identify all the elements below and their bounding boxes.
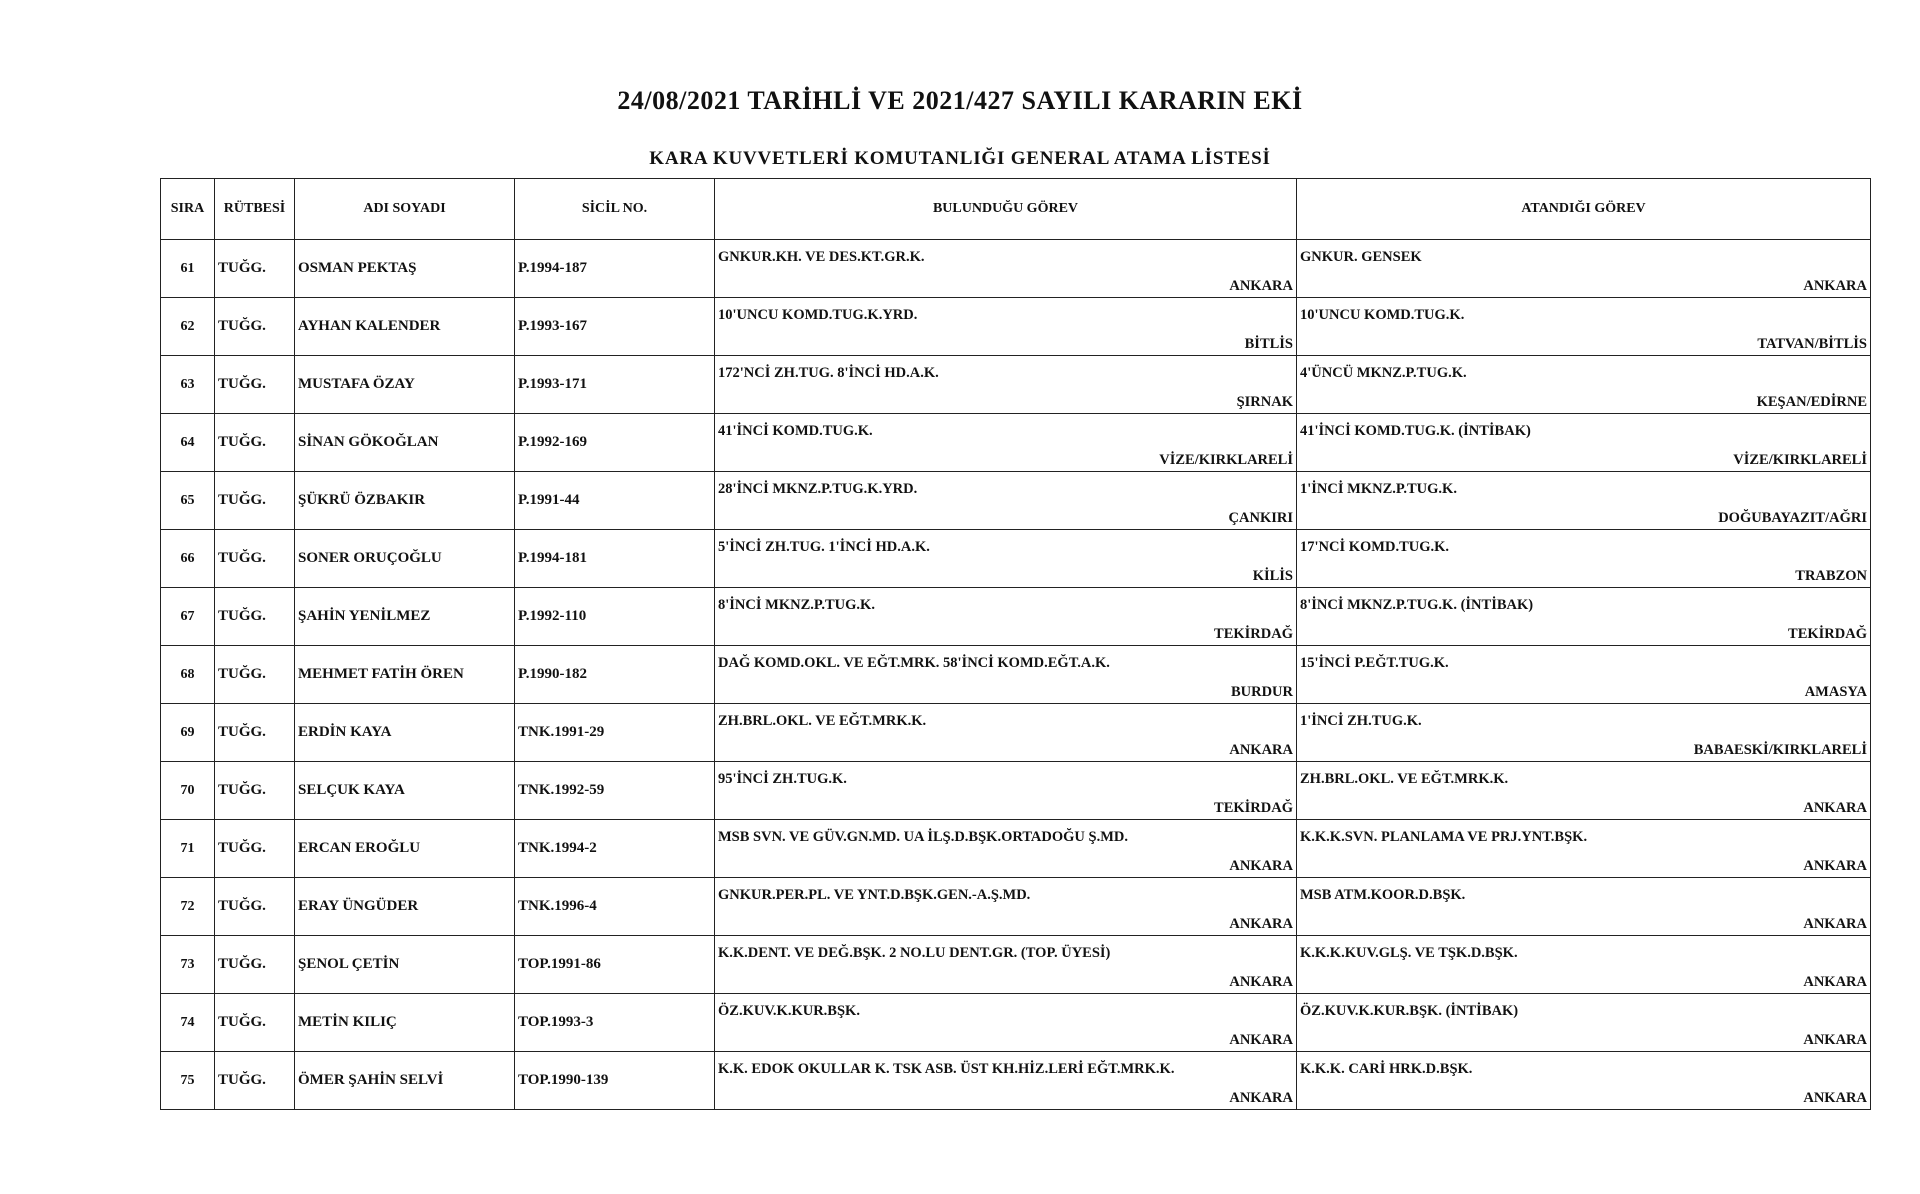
cell-atandigi bbox=[1297, 240, 1871, 298]
table-row bbox=[161, 762, 1871, 820]
bulundugu-city: ANKARA bbox=[1229, 742, 1293, 758]
cell-ad: SONER ORUÇOĞLU bbox=[295, 530, 515, 588]
cell-atandigi bbox=[1297, 820, 1871, 878]
cell-sicil: TNK.1996-4 bbox=[515, 878, 715, 936]
cell-sicil: P.1990-182 bbox=[515, 646, 715, 704]
bulundugu-gorev: 95'İNCİ ZH.TUG.K. bbox=[718, 771, 847, 787]
cell-rutbe: TUĞG. bbox=[215, 994, 295, 1052]
cell-atandigi bbox=[1297, 298, 1871, 356]
header-sira: SIRA bbox=[161, 179, 215, 240]
cell-atandigi bbox=[1297, 530, 1871, 588]
table-row bbox=[161, 588, 1871, 646]
cell-rutbe: TUĞG. bbox=[215, 240, 295, 298]
cell-bulundugu bbox=[715, 1052, 1297, 1110]
cell-sira: 66 bbox=[161, 530, 215, 588]
cell-rutbe: TUĞG. bbox=[215, 704, 295, 762]
atandigi-gorev: 1'İNCİ MKNZ.P.TUG.K. bbox=[1300, 481, 1457, 497]
cell-rutbe: TUĞG. bbox=[215, 878, 295, 936]
bulundugu-city: ANKARA bbox=[1229, 278, 1293, 294]
cell-sicil: TOP.1991-86 bbox=[515, 936, 715, 994]
table-row bbox=[161, 298, 1871, 356]
bulundugu-city: BİTLİS bbox=[1244, 336, 1293, 352]
cell-ad: OSMAN PEKTAŞ bbox=[295, 240, 515, 298]
header-ad: ADI SOYADI bbox=[295, 179, 515, 240]
table-row bbox=[161, 878, 1871, 936]
bulundugu-city: ŞIRNAK bbox=[1236, 394, 1293, 410]
bulundugu-gorev: GNKUR.KH. VE DES.KT.GR.K. bbox=[718, 249, 925, 265]
cell-ad: AYHAN KALENDER bbox=[295, 298, 515, 356]
cell-atandigi bbox=[1297, 472, 1871, 530]
cell-ad: ŞAHİN YENİLMEZ bbox=[295, 588, 515, 646]
cell-ad: MUSTAFA ÖZAY bbox=[295, 356, 515, 414]
atandigi-city: TATVAN/BİTLİS bbox=[1757, 336, 1867, 352]
atandigi-city: TEKİRDAĞ bbox=[1788, 626, 1867, 642]
cell-sira: 62 bbox=[161, 298, 215, 356]
atandigi-gorev: K.K.K.SVN. PLANLAMA VE PRJ.YNT.BŞK. bbox=[1300, 829, 1588, 845]
bulundugu-gorev: K.K. EDOK OKULLAR K. TSK ASB. ÜST KH.HİZ.LERİ EĞT.MRK.K. bbox=[718, 1061, 1175, 1077]
table-row bbox=[161, 994, 1871, 1052]
bulundugu-city: TEKİRDAĞ bbox=[1214, 800, 1293, 816]
cell-bulundugu bbox=[715, 704, 1297, 762]
cell-sira: 68 bbox=[161, 646, 215, 704]
table-row bbox=[161, 472, 1871, 530]
atandigi-gorev: 10'UNCU KOMD.TUG.K. bbox=[1300, 307, 1465, 323]
bulundugu-gorev: 8'İNCİ MKNZ.P.TUG.K. bbox=[718, 597, 875, 613]
cell-sira: 75 bbox=[161, 1052, 215, 1110]
atandigi-city: BABAESKİ/KIRKLARELİ bbox=[1693, 742, 1867, 758]
header-atandigi: ATANDIĞI GÖREV bbox=[1297, 179, 1871, 240]
cell-ad: SİNAN GÖKOĞLAN bbox=[295, 414, 515, 472]
cell-sicil: TOP.1990-139 bbox=[515, 1052, 715, 1110]
header-bulundugu: BULUNDUĞU GÖREV bbox=[715, 179, 1297, 240]
atandigi-gorev: GNKUR. GENSEK bbox=[1300, 249, 1422, 265]
cell-bulundugu bbox=[715, 646, 1297, 704]
table-row bbox=[161, 240, 1871, 298]
cell-sira: 61 bbox=[161, 240, 215, 298]
cell-bulundugu bbox=[715, 356, 1297, 414]
bulundugu-city: ANKARA bbox=[1229, 1032, 1293, 1048]
atandigi-city: ANKARA bbox=[1803, 800, 1867, 816]
cell-sicil: P.1994-181 bbox=[515, 530, 715, 588]
cell-rutbe: TUĞG. bbox=[215, 646, 295, 704]
bulundugu-city: ANKARA bbox=[1229, 858, 1293, 874]
cell-bulundugu bbox=[715, 588, 1297, 646]
atandigi-city: VİZE/KIRKLARELİ bbox=[1733, 452, 1867, 468]
cell-sicil: P.1992-110 bbox=[515, 588, 715, 646]
cell-sicil: P.1992-169 bbox=[515, 414, 715, 472]
atandigi-gorev: 4'ÜNCÜ MKNZ.P.TUG.K. bbox=[1300, 365, 1467, 381]
bulundugu-gorev: ZH.BRL.OKL. VE EĞT.MRK.K. bbox=[718, 713, 927, 729]
cell-rutbe: TUĞG. bbox=[215, 762, 295, 820]
bulundugu-gorev: 5'İNCİ ZH.TUG. 1'İNCİ HD.A.K. bbox=[718, 539, 930, 555]
cell-bulundugu bbox=[715, 762, 1297, 820]
cell-sira: 64 bbox=[161, 414, 215, 472]
cell-bulundugu bbox=[715, 878, 1297, 936]
table-row bbox=[161, 1052, 1871, 1110]
cell-sira: 70 bbox=[161, 762, 215, 820]
cell-sicil: P.1993-167 bbox=[515, 298, 715, 356]
table-row bbox=[161, 646, 1871, 704]
atandigi-gorev: K.K.K.KUV.GLŞ. VE TŞK.D.BŞK. bbox=[1300, 945, 1518, 961]
cell-ad: ERDİN KAYA bbox=[295, 704, 515, 762]
table-row bbox=[161, 820, 1871, 878]
table-row bbox=[161, 356, 1871, 414]
cell-atandigi bbox=[1297, 878, 1871, 936]
cell-rutbe: TUĞG. bbox=[215, 936, 295, 994]
header-sicil: SİCİL NO. bbox=[515, 179, 715, 240]
bulundugu-city: TEKİRDAĞ bbox=[1214, 626, 1293, 642]
bulundugu-city: ANKARA bbox=[1229, 1090, 1293, 1106]
cell-atandigi bbox=[1297, 762, 1871, 820]
bulundugu-gorev: 41'İNCİ KOMD.TUG.K. bbox=[718, 423, 873, 439]
cell-sicil: TOP.1993-3 bbox=[515, 994, 715, 1052]
cell-bulundugu bbox=[715, 414, 1297, 472]
cell-ad: SELÇUK KAYA bbox=[295, 762, 515, 820]
atandigi-city: KEŞAN/EDİRNE bbox=[1756, 394, 1867, 410]
cell-ad: ŞÜKRÜ ÖZBAKIR bbox=[295, 472, 515, 530]
document-title: 24/08/2021 TARİHLİ VE 2021/427 SAYILI KARARIN EKİ bbox=[617, 86, 1303, 115]
cell-sira: 63 bbox=[161, 356, 215, 414]
atandigi-city: ANKARA bbox=[1803, 1090, 1867, 1106]
atandigi-gorev: ZH.BRL.OKL. VE EĞT.MRK.K. bbox=[1300, 771, 1509, 787]
table-row bbox=[161, 530, 1871, 588]
atandigi-city: ANKARA bbox=[1803, 974, 1867, 990]
cell-ad: ERCAN EROĞLU bbox=[295, 820, 515, 878]
cell-ad: MEHMET FATİH ÖREN bbox=[295, 646, 515, 704]
cell-sira: 72 bbox=[161, 878, 215, 936]
cell-bulundugu bbox=[715, 936, 1297, 994]
cell-sicil: TNK.1994-2 bbox=[515, 820, 715, 878]
atandigi-city: ANKARA bbox=[1803, 1032, 1867, 1048]
bulundugu-city: ANKARA bbox=[1229, 916, 1293, 932]
cell-sira: 73 bbox=[161, 936, 215, 994]
atandigi-city: ANKARA bbox=[1803, 858, 1867, 874]
table-body bbox=[161, 240, 1871, 1110]
atandigi-city: AMASYA bbox=[1804, 684, 1867, 700]
cell-sicil: P.1991-44 bbox=[515, 472, 715, 530]
cell-bulundugu bbox=[715, 530, 1297, 588]
atandigi-gorev: ÖZ.KUV.K.KUR.BŞK. (İNTİBAK) bbox=[1300, 1003, 1519, 1019]
atandigi-gorev: MSB ATM.KOOR.D.BŞK. bbox=[1300, 887, 1466, 903]
cell-atandigi bbox=[1297, 414, 1871, 472]
bulundugu-gorev: 172'NCİ ZH.TUG. 8'İNCİ HD.A.K. bbox=[718, 365, 939, 381]
cell-rutbe: TUĞG. bbox=[215, 356, 295, 414]
cell-rutbe: TUĞG. bbox=[215, 588, 295, 646]
cell-sira: 74 bbox=[161, 994, 215, 1052]
cell-sira: 65 bbox=[161, 472, 215, 530]
cell-atandigi bbox=[1297, 994, 1871, 1052]
cell-atandigi bbox=[1297, 936, 1871, 994]
atandigi-gorev: 17'NCİ KOMD.TUG.K. bbox=[1300, 539, 1450, 555]
document-subtitle: KARA KUVVETLERİ KOMUTANLIĞI GENERAL ATAMA LİSTESİ bbox=[649, 148, 1271, 169]
bulundugu-gorev: GNKUR.PER.PL. VE YNT.D.BŞK.GEN.-A.Ş.MD. bbox=[718, 887, 1031, 903]
cell-bulundugu bbox=[715, 820, 1297, 878]
cell-bulundugu bbox=[715, 472, 1297, 530]
bulundugu-city: ANKARA bbox=[1229, 974, 1293, 990]
table-row bbox=[161, 704, 1871, 762]
cell-rutbe: TUĞG. bbox=[215, 820, 295, 878]
atandigi-gorev: 41'İNCİ KOMD.TUG.K. (İNTİBAK) bbox=[1300, 423, 1531, 439]
table-row bbox=[161, 936, 1871, 994]
cell-sira: 67 bbox=[161, 588, 215, 646]
cell-bulundugu bbox=[715, 240, 1297, 298]
table-row bbox=[161, 414, 1871, 472]
cell-rutbe: TUĞG. bbox=[215, 414, 295, 472]
cell-sira: 69 bbox=[161, 704, 215, 762]
bulundugu-gorev: DAĞ KOMD.OKL. VE EĞT.MRK. 58'İNCİ KOMD.EĞT.A.K. bbox=[718, 655, 1110, 671]
cell-rutbe: TUĞG. bbox=[215, 530, 295, 588]
bulundugu-gorev: K.K.DENT. VE DEĞ.BŞK. 2 NO.LU DENT.GR. (TOP. ÜYESİ) bbox=[718, 945, 1111, 961]
atandigi-city: ANKARA bbox=[1803, 278, 1867, 294]
cell-sicil: P.1994-187 bbox=[515, 240, 715, 298]
cell-atandigi bbox=[1297, 588, 1871, 646]
cell-sicil: TNK.1992-59 bbox=[515, 762, 715, 820]
cell-ad: ERAY ÜNGÜDER bbox=[295, 878, 515, 936]
atandigi-city: DOĞUBAYAZIT/AĞRI bbox=[1718, 510, 1867, 526]
atandigi-gorev: 1'İNCİ ZH.TUG.K. bbox=[1300, 713, 1422, 729]
atandigi-city: ANKARA bbox=[1803, 916, 1867, 932]
bulundugu-city: BURDUR bbox=[1230, 684, 1293, 700]
bulundugu-city: ÇANKIRI bbox=[1228, 510, 1293, 526]
bulundugu-gorev: MSB SVN. VE GÜV.GN.MD. UA İLŞ.D.BŞK.ORTADOĞU Ş.MD. bbox=[718, 829, 1128, 845]
bulundugu-gorev: 10'UNCU KOMD.TUG.K.YRD. bbox=[718, 307, 918, 323]
cell-rutbe: TUĞG. bbox=[215, 298, 295, 356]
cell-sicil: TNK.1991-29 bbox=[515, 704, 715, 762]
atandigi-city: TRABZON bbox=[1795, 568, 1867, 584]
header-rutbe: RÜTBESİ bbox=[215, 179, 295, 240]
table-header-row bbox=[161, 179, 1871, 240]
cell-sicil: P.1993-171 bbox=[515, 356, 715, 414]
atandigi-gorev: 8'İNCİ MKNZ.P.TUG.K. (İNTİBAK) bbox=[1300, 597, 1534, 613]
cell-bulundugu bbox=[715, 994, 1297, 1052]
cell-rutbe: TUĞG. bbox=[215, 472, 295, 530]
cell-bulundugu bbox=[715, 298, 1297, 356]
bulundugu-city: KİLİS bbox=[1252, 568, 1293, 584]
bulundugu-gorev: ÖZ.KUV.K.KUR.BŞK. bbox=[718, 1003, 860, 1019]
cell-ad: ŞENOL ÇETİN bbox=[295, 936, 515, 994]
cell-ad: METİN KILIÇ bbox=[295, 994, 515, 1052]
cell-atandigi bbox=[1297, 356, 1871, 414]
bulundugu-gorev: 28'İNCİ MKNZ.P.TUG.K.YRD. bbox=[718, 481, 918, 497]
cell-ad: ÖMER ŞAHİN SELVİ bbox=[295, 1052, 515, 1110]
cell-atandigi bbox=[1297, 1052, 1871, 1110]
atandigi-gorev: 15'İNCİ P.EĞT.TUG.K. bbox=[1300, 655, 1449, 671]
cell-sira: 71 bbox=[161, 820, 215, 878]
bulundugu-city: VİZE/KIRKLARELİ bbox=[1159, 452, 1293, 468]
cell-atandigi bbox=[1297, 646, 1871, 704]
atandigi-gorev: K.K.K. CARİ HRK.D.BŞK. bbox=[1300, 1061, 1473, 1077]
cell-atandigi bbox=[1297, 704, 1871, 762]
cell-rutbe: TUĞG. bbox=[215, 1052, 295, 1110]
assignment-table bbox=[160, 178, 1871, 1110]
